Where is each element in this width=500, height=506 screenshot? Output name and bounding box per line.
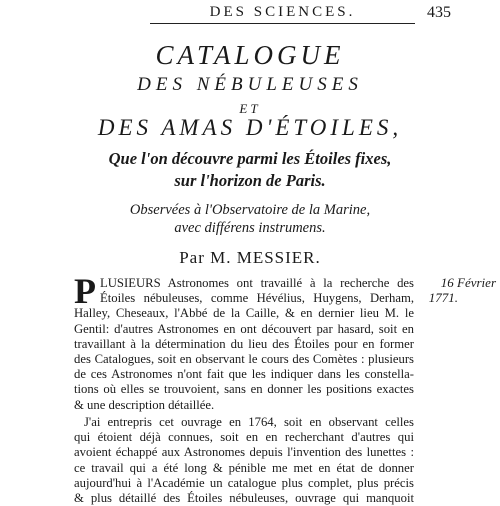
subtitle-line-3: Observées à l'Observatoire de la Marine,	[129, 202, 371, 218]
paragraph-line: de ces Astronomes n'ont fait que les indiquer dans les constella-	[74, 367, 414, 382]
paragraph-line: Gentil: d'autres Astronomes en ont découvert par hasard, soit en	[74, 321, 414, 336]
paragraph-line: aujourd'hui à l'Académie un catalogue plus complet, plus précis	[74, 475, 414, 490]
subtitle-line-4: avec différens instrumens.	[174, 220, 326, 236]
title-amas: DES AMAS D'ÉTOILES,	[97, 115, 403, 140]
paragraph-line: Halley, Cheseaux, l'Abbé de la Caille, & en dernier lieu M. le	[74, 306, 414, 321]
paragraph-line: avoient échappé aux Astronomes depuis l'invention des lunettes :	[74, 445, 414, 460]
paragraph-line: & une description détaillée.	[74, 397, 215, 412]
margin-date: 16 Février	[440, 275, 496, 290]
title-et: ET	[239, 101, 261, 116]
margin-year: 1771.	[428, 290, 458, 305]
paragraph-line: qui étoient déjà connues, soit en en recherchant d'autres qui	[74, 430, 414, 445]
paragraph-line: tions où elles se trouvoient, sans en donner les positions exactes	[74, 382, 414, 397]
subtitle-line-1: Que l'on découvre parmi les Étoiles fixes,	[108, 149, 392, 168]
page-number: 435	[427, 4, 451, 21]
paragraph-line: ce travail qui a été long & pénible me met en état de donner	[74, 460, 414, 475]
subtitle-line-2: sur l'horizon de Paris.	[174, 171, 326, 190]
paragraph-line: travaillant à la détermination du lieu des Étoiles pour en former	[74, 336, 414, 351]
paragraph-line: J'ai entrepris cet ouvrage en 1764, soit en observant celles	[84, 415, 414, 429]
paragraph-line: des Catalogues, soit en observant le cours des Comètes : plusieurs	[74, 352, 414, 367]
paragraph-1	[74, 271, 414, 413]
paragraph-line: LUSIEURS Astronomes ont travaillé à la recherche des	[100, 276, 414, 290]
running-head: DES SCIENCES.	[150, 4, 415, 24]
author-line: Par M. MESSIER.	[179, 248, 321, 267]
drop-cap: P	[74, 271, 96, 311]
title-nebuleuses: DES NÉBULEUSES	[137, 74, 363, 95]
paragraph-2	[74, 415, 414, 506]
title-catalogue: CATALOGUE	[155, 40, 345, 70]
paragraph-line: & plus détaillé des Étoiles nébuleuses, ouvrage qui manquoit	[74, 491, 414, 506]
paragraph-line: Étoiles nébuleuses, comme Hévélius, Huygens, Derham,	[100, 291, 414, 306]
